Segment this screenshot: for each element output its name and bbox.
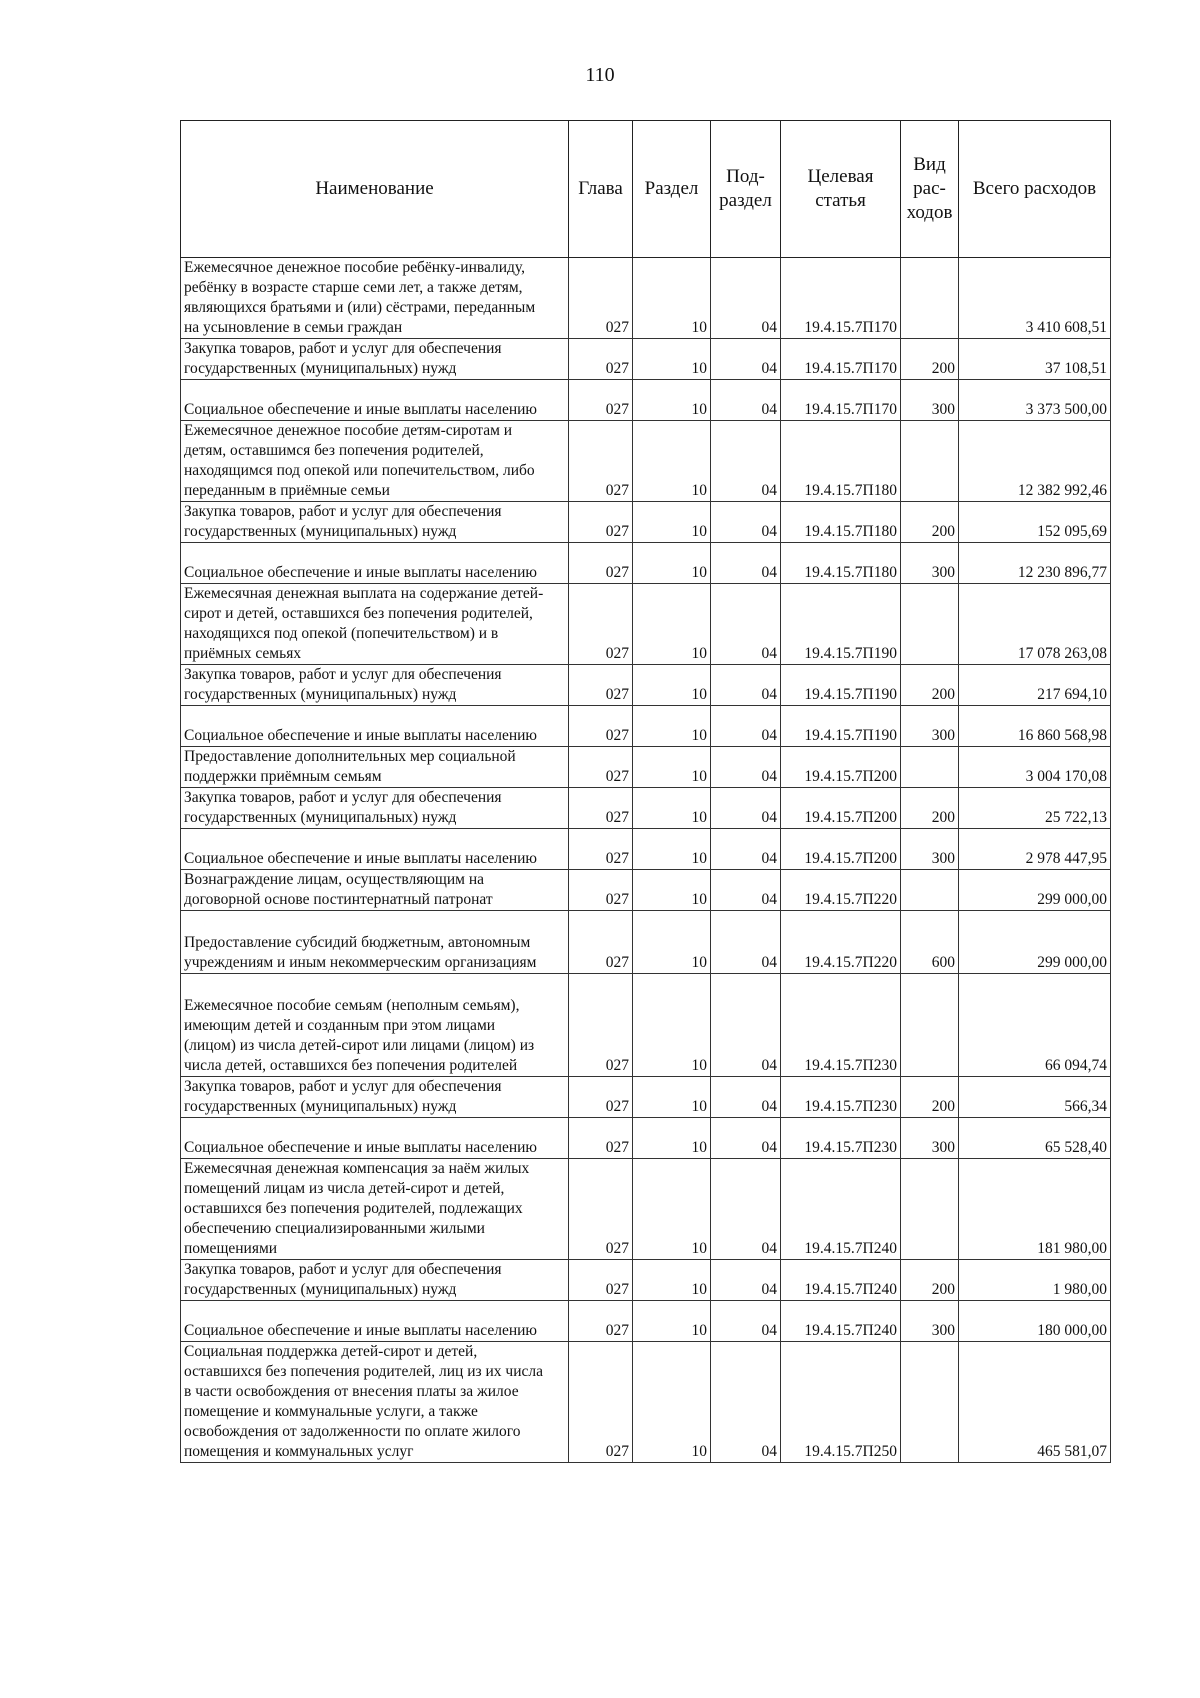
- row-total: 2 978 447,95: [959, 829, 1111, 870]
- row-total: 299 000,00: [959, 911, 1111, 974]
- row-razdel: 10: [633, 1301, 711, 1342]
- row-glava: 027: [569, 1077, 633, 1118]
- row-expense-type: [901, 1342, 959, 1463]
- row-name: Предоставление дополнительных мер социальной поддержки приёмным семьям: [181, 747, 569, 788]
- row-total: 3 004 170,08: [959, 747, 1111, 788]
- row-razdel: 10: [633, 543, 711, 584]
- table-row: [181, 421, 1111, 502]
- table-row: [181, 1118, 1111, 1159]
- row-podrazdel: 04: [711, 1342, 781, 1463]
- row-total: 1 980,00: [959, 1260, 1111, 1301]
- row-target-article: 19.4.15.7П180: [781, 421, 901, 502]
- row-target-article: 19.4.15.7П200: [781, 788, 901, 829]
- row-razdel: 10: [633, 747, 711, 788]
- row-razdel: 10: [633, 502, 711, 543]
- row-expense-type: [901, 584, 959, 665]
- row-podrazdel: 04: [711, 339, 781, 380]
- row-target-article: 19.4.15.7П230: [781, 1077, 901, 1118]
- row-razdel: 10: [633, 706, 711, 747]
- table-row: [181, 974, 1111, 1077]
- row-razdel: 10: [633, 665, 711, 706]
- row-total: 37 108,51: [959, 339, 1111, 380]
- row-target-article: 19.4.15.7П240: [781, 1301, 901, 1342]
- row-expense-type: [901, 870, 959, 911]
- row-expense-type: 200: [901, 1260, 959, 1301]
- row-glava: 027: [569, 543, 633, 584]
- row-name: Закупка товаров, работ и услуг для обеспечения государственных (муниципальных) нужд: [181, 502, 569, 543]
- row-total: 17 078 263,08: [959, 584, 1111, 665]
- header-vid: Вид рас- ходов: [901, 121, 959, 258]
- row-razdel: 10: [633, 258, 711, 339]
- row-podrazdel: 04: [711, 543, 781, 584]
- row-glava: 027: [569, 974, 633, 1077]
- row-target-article: 19.4.15.7П180: [781, 502, 901, 543]
- table-body: [181, 258, 1111, 1463]
- row-razdel: 10: [633, 911, 711, 974]
- row-glava: 027: [569, 788, 633, 829]
- row-expense-type: 200: [901, 788, 959, 829]
- row-total: 465 581,07: [959, 1342, 1111, 1463]
- row-podrazdel: 04: [711, 1159, 781, 1260]
- row-name: Социальное обеспечение и иные выплаты населению: [181, 380, 569, 421]
- row-glava: 027: [569, 421, 633, 502]
- row-expense-type: [901, 258, 959, 339]
- page-number: 110: [585, 64, 615, 86]
- row-target-article: 19.4.15.7П230: [781, 1118, 901, 1159]
- row-podrazdel: 04: [711, 665, 781, 706]
- row-expense-type: [901, 747, 959, 788]
- row-razdel: 10: [633, 788, 711, 829]
- row-podrazdel: 04: [711, 788, 781, 829]
- row-razdel: 10: [633, 1159, 711, 1260]
- table-row: [181, 502, 1111, 543]
- table-row: [181, 788, 1111, 829]
- row-name: Социальное обеспечение и иные выплаты населению: [181, 1118, 569, 1159]
- row-total: 180 000,00: [959, 1301, 1111, 1342]
- row-glava: 027: [569, 380, 633, 421]
- table-row: [181, 829, 1111, 870]
- row-glava: 027: [569, 339, 633, 380]
- row-podrazdel: 04: [711, 380, 781, 421]
- row-total: 66 094,74: [959, 974, 1111, 1077]
- row-name: Социальная поддержка детей-сирот и детей, оставшихся без попечения родителей, лиц из их числа в части освобождения от внесения платы за жилое помещение и коммунальные услуги, а также освобождения от задолженности по оплате жилого помещения и коммунальных услуг: [181, 1342, 569, 1463]
- table-row: [181, 747, 1111, 788]
- row-name: Ежемесячное денежное пособие ребёнку-инвалиду, ребёнку в возрасте старше семи лет, а также детям, являющихся братьями и (или) сёстрами, переданным на усыновление в семьи граждан: [181, 258, 569, 339]
- row-glava: 027: [569, 1159, 633, 1260]
- header-podrazdel: Под- раздел: [711, 121, 781, 258]
- row-podrazdel: 04: [711, 421, 781, 502]
- row-name: Ежемесячное денежное пособие детям-сиротам и детям, оставшимся без попечения родителей, находящимся под опекой или попечительством, либо переданным в приёмные семьи: [181, 421, 569, 502]
- row-expense-type: 300: [901, 543, 959, 584]
- row-podrazdel: 04: [711, 584, 781, 665]
- row-total: 3 373 500,00: [959, 380, 1111, 421]
- table-row: [181, 543, 1111, 584]
- row-target-article: 19.4.15.7П200: [781, 829, 901, 870]
- table-row: [181, 380, 1111, 421]
- table-row: [181, 258, 1111, 339]
- row-total: 12 382 992,46: [959, 421, 1111, 502]
- row-name: Закупка товаров, работ и услуг для обеспечения государственных (муниципальных) нужд: [181, 339, 569, 380]
- row-target-article: 19.4.15.7П190: [781, 665, 901, 706]
- row-glava: 027: [569, 665, 633, 706]
- row-podrazdel: 04: [711, 911, 781, 974]
- row-total: 181 980,00: [959, 1159, 1111, 1260]
- row-expense-type: 200: [901, 665, 959, 706]
- row-total: 217 694,10: [959, 665, 1111, 706]
- table-row: [181, 911, 1111, 974]
- row-podrazdel: 04: [711, 1301, 781, 1342]
- row-razdel: 10: [633, 1260, 711, 1301]
- row-razdel: 10: [633, 380, 711, 421]
- row-glava: 027: [569, 706, 633, 747]
- row-expense-type: 300: [901, 1118, 959, 1159]
- row-name: Закупка товаров, работ и услуг для обеспечения государственных (муниципальных) нужд: [181, 1260, 569, 1301]
- row-name: Ежемесячное пособие семьям (неполным семьям), имеющим детей и созданным при этом лицами (лицом) из числа детей-сирот или лицами (лицом) из числа детей, оставшихся без попечения родителей: [181, 974, 569, 1077]
- row-razdel: 10: [633, 829, 711, 870]
- row-total: 16 860 568,98: [959, 706, 1111, 747]
- row-expense-type: 300: [901, 1301, 959, 1342]
- row-razdel: 10: [633, 1077, 711, 1118]
- table-row: [181, 339, 1111, 380]
- row-name: Социальное обеспечение и иные выплаты населению: [181, 706, 569, 747]
- row-target-article: 19.4.15.7П190: [781, 584, 901, 665]
- row-target-article: 19.4.15.7П190: [781, 706, 901, 747]
- row-razdel: 10: [633, 584, 711, 665]
- row-name: Социальное обеспечение и иные выплаты населению: [181, 829, 569, 870]
- row-target-article: 19.4.15.7П170: [781, 258, 901, 339]
- row-podrazdel: 04: [711, 1118, 781, 1159]
- table-row: [181, 1260, 1111, 1301]
- row-name: Ежемесячная денежная компенсация за наём жилых помещений лицам из числа детей-сирот и детей, оставшихся без попечения родителей, подлежащих обеспечению специализированными жилыми помещениями: [181, 1159, 569, 1260]
- row-target-article: 19.4.15.7П170: [781, 380, 901, 421]
- row-glava: 027: [569, 584, 633, 665]
- row-razdel: 10: [633, 421, 711, 502]
- row-name: Предоставление субсидий бюджетным, автономным учреждениям и иным некоммерческим организациям: [181, 911, 569, 974]
- row-podrazdel: 04: [711, 829, 781, 870]
- row-expense-type: 300: [901, 829, 959, 870]
- row-razdel: 10: [633, 1342, 711, 1463]
- row-name: Социальное обеспечение и иные выплаты населению: [181, 1301, 569, 1342]
- row-total: 566,34: [959, 1077, 1111, 1118]
- row-glava: 027: [569, 258, 633, 339]
- header-statya: Целевая статья: [781, 121, 901, 258]
- table-row: [181, 1301, 1111, 1342]
- table-row: [181, 1159, 1111, 1260]
- row-glava: 027: [569, 911, 633, 974]
- row-name: Социальное обеспечение и иные выплаты населению: [181, 543, 569, 584]
- row-podrazdel: 04: [711, 747, 781, 788]
- header-total: Всего расходов: [959, 121, 1111, 258]
- row-target-article: 19.4.15.7П240: [781, 1159, 901, 1260]
- row-target-article: 19.4.15.7П220: [781, 870, 901, 911]
- row-razdel: 10: [633, 974, 711, 1077]
- header-glava: Глава: [569, 121, 633, 258]
- row-glava: 027: [569, 1260, 633, 1301]
- row-expense-type: 600: [901, 911, 959, 974]
- table-header-row: [181, 121, 1111, 258]
- row-razdel: 10: [633, 1118, 711, 1159]
- row-target-article: 19.4.15.7П170: [781, 339, 901, 380]
- row-glava: 027: [569, 1342, 633, 1463]
- row-podrazdel: 04: [711, 502, 781, 543]
- table-row: [181, 706, 1111, 747]
- row-total: 3 410 608,51: [959, 258, 1111, 339]
- row-expense-type: [901, 974, 959, 1077]
- row-expense-type: 300: [901, 380, 959, 421]
- row-razdel: 10: [633, 339, 711, 380]
- row-expense-type: [901, 421, 959, 502]
- row-podrazdel: 04: [711, 870, 781, 911]
- row-total: 25 722,13: [959, 788, 1111, 829]
- row-expense-type: 300: [901, 706, 959, 747]
- row-podrazdel: 04: [711, 258, 781, 339]
- row-podrazdel: 04: [711, 706, 781, 747]
- budget-table: [180, 120, 1111, 1463]
- row-target-article: 19.4.15.7П240: [781, 1260, 901, 1301]
- row-glava: 027: [569, 829, 633, 870]
- row-expense-type: [901, 1159, 959, 1260]
- row-total: 12 230 896,77: [959, 543, 1111, 584]
- row-target-article: 19.4.15.7П230: [781, 974, 901, 1077]
- table-row: [181, 1342, 1111, 1463]
- row-razdel: 10: [633, 870, 711, 911]
- row-glava: 027: [569, 870, 633, 911]
- table-row: [181, 870, 1111, 911]
- row-podrazdel: 04: [711, 974, 781, 1077]
- row-total: 299 000,00: [959, 870, 1111, 911]
- row-expense-type: 200: [901, 502, 959, 543]
- row-glava: 027: [569, 1301, 633, 1342]
- row-name: Вознаграждение лицам, осуществляющим на договорной основе постинтернатный патронат: [181, 870, 569, 911]
- header-name: Наименование: [181, 121, 569, 258]
- row-target-article: 19.4.15.7П220: [781, 911, 901, 974]
- row-glava: 027: [569, 502, 633, 543]
- row-glava: 027: [569, 1118, 633, 1159]
- row-glava: 027: [569, 747, 633, 788]
- row-target-article: 19.4.15.7П250: [781, 1342, 901, 1463]
- row-total: 65 528,40: [959, 1118, 1111, 1159]
- table-row: [181, 665, 1111, 706]
- table-row: [181, 584, 1111, 665]
- row-podrazdel: 04: [711, 1260, 781, 1301]
- row-podrazdel: 04: [711, 1077, 781, 1118]
- row-expense-type: 200: [901, 339, 959, 380]
- table-row: [181, 1077, 1111, 1118]
- row-target-article: 19.4.15.7П180: [781, 543, 901, 584]
- row-total: 152 095,69: [959, 502, 1111, 543]
- row-name: Закупка товаров, работ и услуг для обеспечения государственных (муниципальных) нужд: [181, 788, 569, 829]
- row-target-article: 19.4.15.7П200: [781, 747, 901, 788]
- header-razdel: Раздел: [633, 121, 711, 258]
- row-name: Ежемесячная денежная выплата на содержание детей- сирот и детей, оставшихся без попечения родителей, находящихся под опекой (попечительством) и в приёмных семьях: [181, 584, 569, 665]
- row-expense-type: 200: [901, 1077, 959, 1118]
- row-name: Закупка товаров, работ и услуг для обеспечения государственных (муниципальных) нужд: [181, 665, 569, 706]
- row-name: Закупка товаров, работ и услуг для обеспечения государственных (муниципальных) нужд: [181, 1077, 569, 1118]
